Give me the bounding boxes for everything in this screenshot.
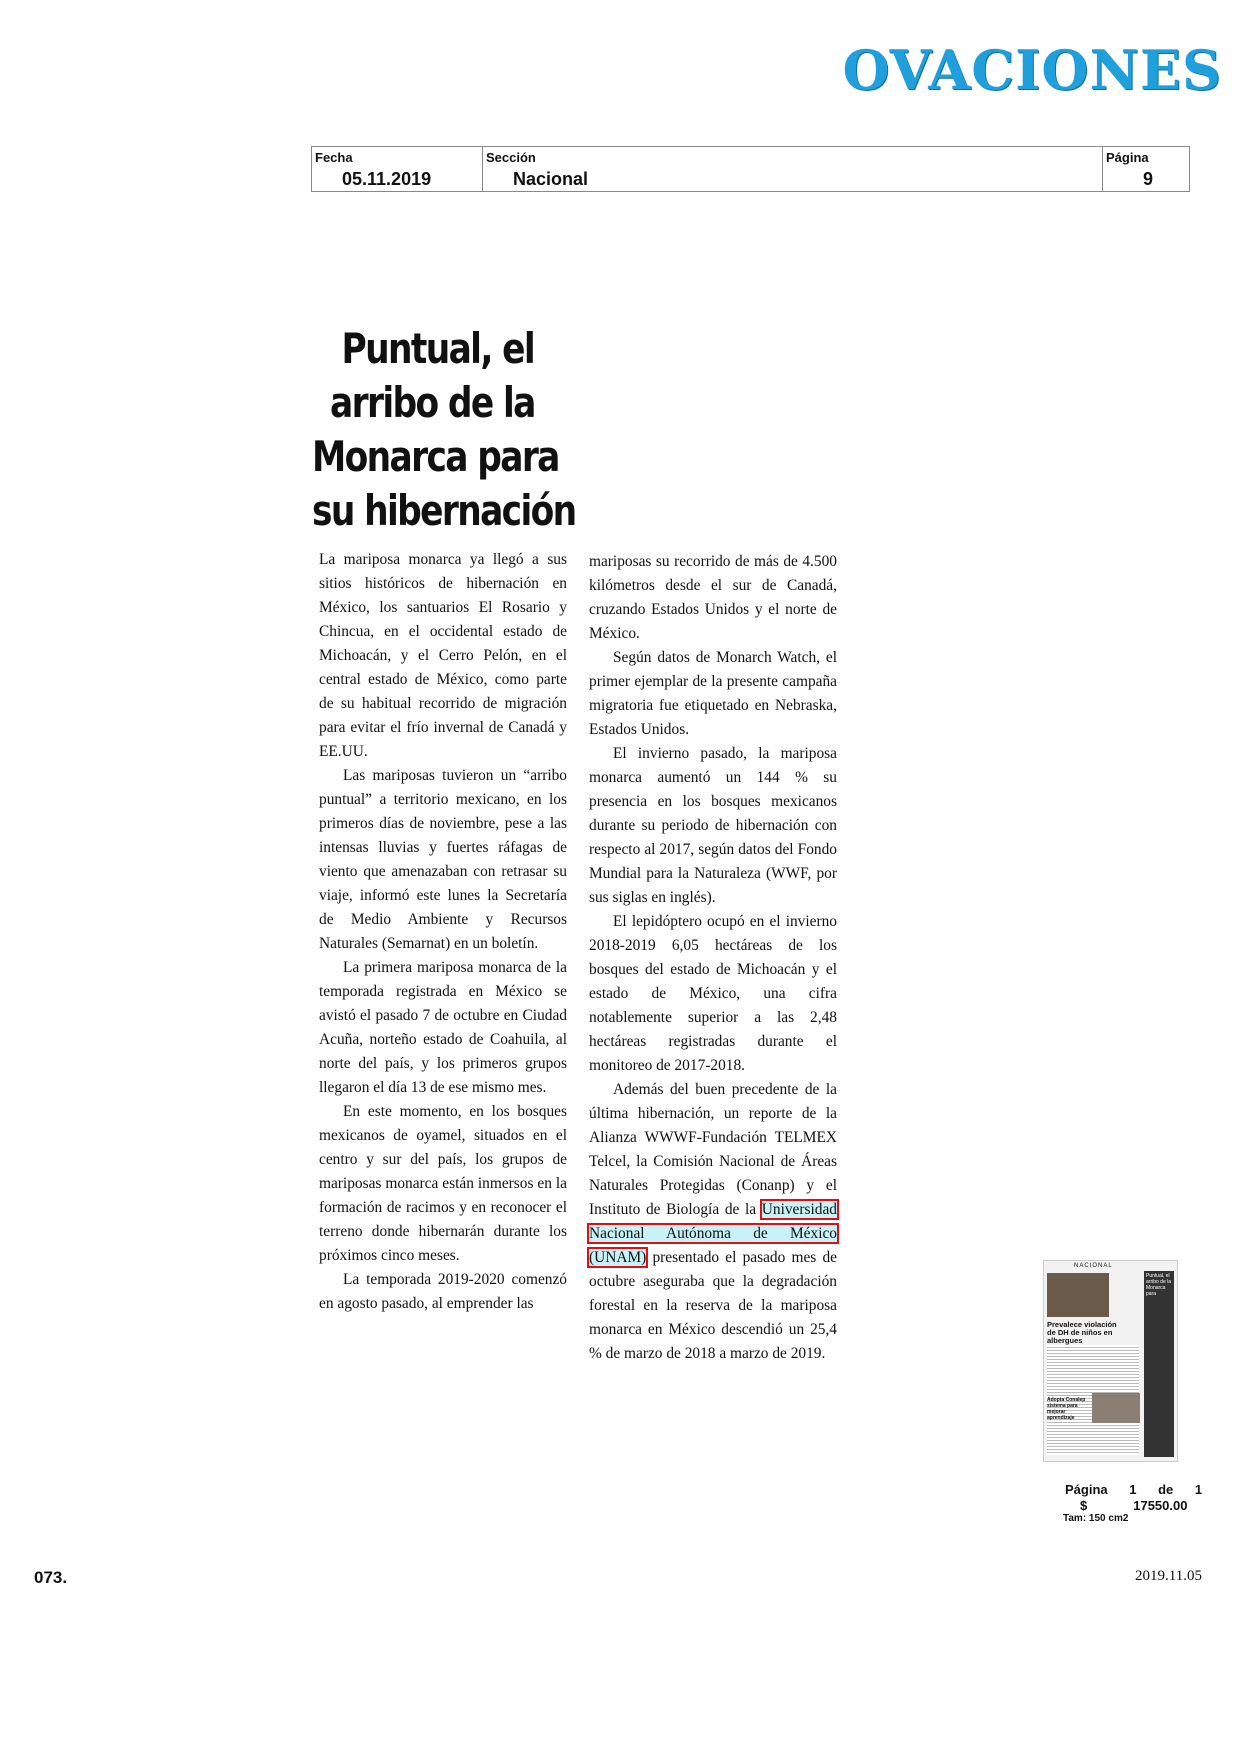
paragraph: Las mariposas tuvieron un “arribo puntual” a territorio mexicano, en los primeros días de noviembre, pese a las intensas lluvias y fuertes ráfagas de viento que amenazaban con retrasar su viaje, informó este lunes la Secretaría de Medio Ambiente y Recursos Naturales (Semarnat) en un boletín. [319, 767, 567, 952]
date-cell [312, 147, 483, 191]
footer-date: 2019.11.05 [1135, 1568, 1202, 1584]
page-cell [1102, 147, 1190, 191]
paragraph: mariposas su recorrido de más de 4.500 kilómetros desde el sur de Canadá, cruzando Estados Unidos y el norte de México. [589, 553, 837, 642]
paragraph-text: Además del buen precedente de la última hibernación, un reporte de la Alianza WWWF-Fundación TELMEX Telcel, la Comisión Nacional de Áreas Naturales Protegidas (Conanp) y el Instituto de Biología de la [589, 1081, 837, 1218]
article-column-2 [589, 550, 837, 1366]
paragraph: La temporada 2019-2020 comenzó en agosto pasado, al emprender las [319, 1271, 567, 1312]
paragraph: El lepidóptero ocupó en el invierno 2018-2019 6,05 hectáreas de los bosques del estado de Michoacán y el estado de México, una cifra notablemente superior a las 2,48 hectáreas registradas durante el monitoreo de 2017-2018. [589, 913, 837, 1074]
article-headline [312, 322, 576, 538]
metadata-box [311, 146, 1190, 192]
headline-line: Monarca para [312, 432, 559, 481]
paragraph: La mariposa monarca ya llegó a sus sitios históricos de hibernación en México, los santuarios El Rosario y Chincua, en el occidental estado de Michoacán, y el Cerro Pelón, en el central estado de México, como parte de su habitual recorrido de migración para evitar el frío invernal de Canadá y EE.UU. [319, 551, 567, 760]
paragraph-text: presentado el pasado mes de octubre aseguraba que la degradación forestal en la reserva de la mariposa monarca en México descendió un 25,4 % de marzo de 2018 a marzo de 2019. [589, 1249, 837, 1362]
price-currency: $ [1080, 1498, 1088, 1513]
size-info: Tam: 150 cm2 [1063, 1513, 1129, 1524]
section-cell [483, 147, 1083, 191]
thumbnail-headline-2: Adopta Conalep sistema para mejorar aprendizaje [1047, 1397, 1086, 1421]
thumbnail-sidebar [1144, 1271, 1174, 1457]
headline-line: Puntual, el [341, 324, 535, 373]
publication-logo: OVACIONES [842, 38, 1222, 102]
price-amount: 17550.00 [1133, 1498, 1188, 1513]
headline-line: su hibernación [312, 486, 576, 535]
paragraph: Según datos de Monarch Watch, el primer ejemplar de la presente campaña migratoria fue etiquetado en Nebraska, Estados Unidos. [589, 649, 837, 738]
highlighted-entity-unam-name: Universidad Nacional Autónoma de México [589, 1201, 837, 1242]
thumbnail-headline: Prevalece violación de DH de niños en albergues [1047, 1320, 1117, 1345]
thumbnail-photo-2 [1092, 1393, 1140, 1423]
article-column-1 [319, 548, 567, 1316]
page-label: Página [1106, 150, 1149, 165]
pagination-of: de [1158, 1482, 1174, 1497]
page-thumbnail[interactable] [1043, 1260, 1178, 1462]
date-value: 05.11.2019 [342, 169, 432, 189]
paragraph: El invierno pasado, la mariposa monarca aumentó un 144 % su presencia en los bosques mexicanos durante su periodo de hibernación con respecto al 2017, según datos del Fondo Mundial para la Naturaleza (WWF, por sus siglas en inglés). [589, 745, 837, 906]
pagination-current: 1 [1129, 1482, 1137, 1497]
thumbnail-photo [1047, 1273, 1109, 1317]
page-value: 9 [1143, 169, 1154, 189]
thumbnail-header: NACIONAL [1074, 1263, 1113, 1269]
paragraph: La primera mariposa monarca de la temporada registrada en México se avistó el pasado 7 de octubre en Ciudad Acuña, norteño estado de Coahuila, al norte del país, y los primeros grupos llegaron el día 13 de ese mismo mes. [319, 959, 567, 1096]
price [1080, 1498, 1187, 1513]
pagination-total: 1 [1194, 1482, 1203, 1497]
paragraph: En este momento, en los bosques mexicanos de oyamel, situados en el centro y sur del país, los grupos de mariposas monarca están inmersos en la formación de racimos y en reconocer el terreno donde hibernarán durante los próximos cinco meses. [319, 1103, 567, 1264]
pagination-label: Página [1065, 1482, 1108, 1497]
headline-line: arribo de la [330, 378, 535, 427]
date-label: Fecha [315, 150, 353, 165]
pagination [1065, 1482, 1220, 1497]
highlighted-entity-unam-acronym: (UNAM) [589, 1249, 647, 1266]
paragraph [589, 1078, 837, 1366]
footer-code: 073. [34, 1568, 68, 1587]
thumbnail-sidebar-text: Puntual, el arribo de la Monarca para [1146, 1273, 1172, 1297]
section-value: Nacional [513, 169, 589, 189]
section-label: Sección [486, 150, 536, 165]
